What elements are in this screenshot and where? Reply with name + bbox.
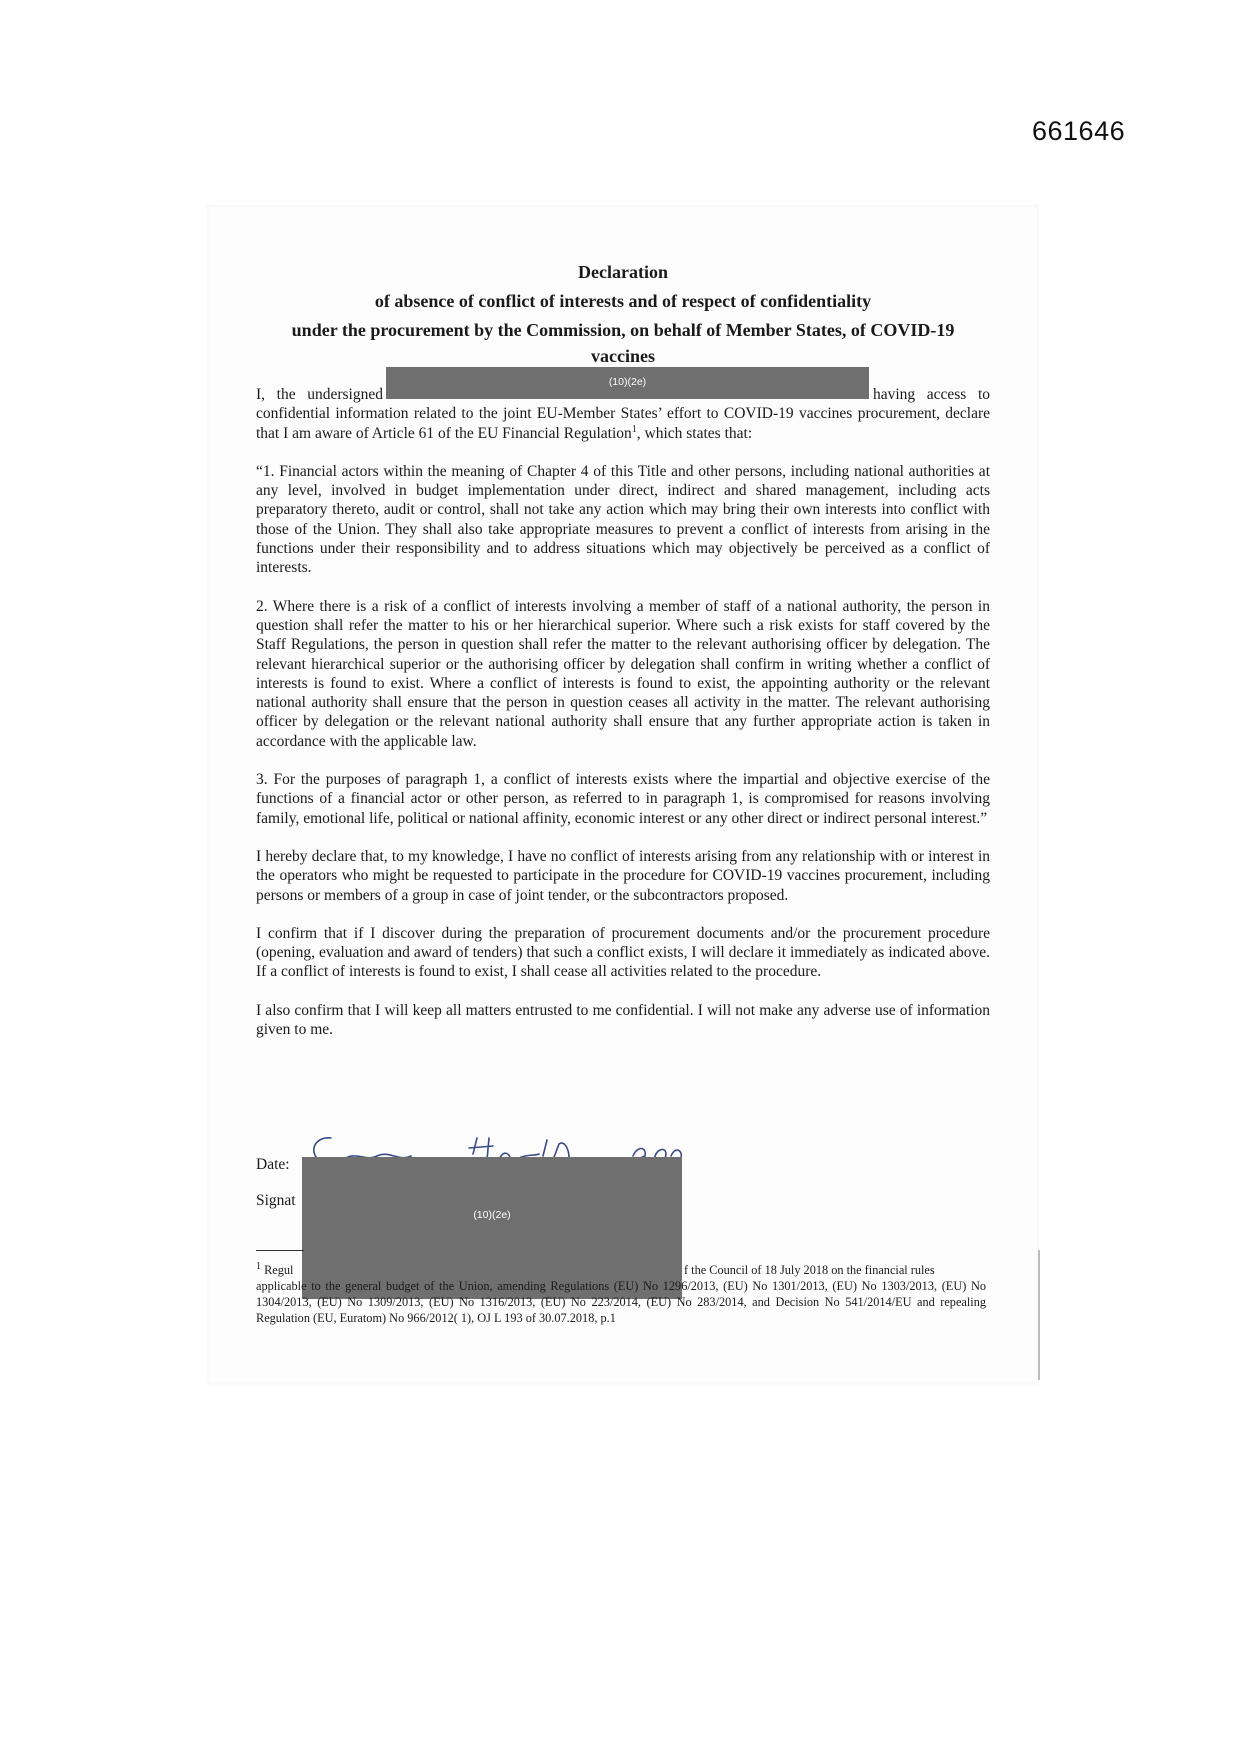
redaction-code: (10)(2e): [473, 1209, 511, 1221]
footnote-number: 1: [256, 1260, 261, 1272]
doc-subtitle-3: vaccines: [591, 346, 655, 366]
intro-tail: , which states that:: [636, 424, 753, 442]
footnote-separator: [256, 1250, 304, 1251]
doc-subtitle-1: of absence of conflict of interests and of respect of confidentiality: [374, 291, 872, 311]
title-block: [256, 258, 990, 367]
intro-end: having access to confidential information related to the joint EU-Member States’ effort to COVID-19 vaccines procurement, declare that I am aware of Article 61 of the EU Financial Regulation: [256, 386, 990, 442]
footnote-body: [256, 1278, 986, 1326]
document-number: 661646: [1032, 116, 1126, 146]
footnote-rest-text: applicable to the general budget of the Union, amending Regulations (EU) No 1296/2013, (EU) No 1301/2013, (EU) No 1303/2013, (EU) No 1304/2013, (EU) No 1309/2013, (EU) No 1316/2013, (EU) No 223/2014, (EU) No 283/2014, and Decision No 541/2014/EU and repealing Regulation (EU, Euratom) No 966/2012( 1), OJ L 193 of 30.07.2018, p.1: [256, 1279, 986, 1325]
confirmation-paragraph: I confirm that if I discover during the preparation of procurement documents and/or the procurement procedure (opening, evaluation and award of tenders) that such a conflict exists, I will declare it immediately as indicated above. If a conflict of interests is found to exist, I shall cease all activities related to the procedure.: [256, 924, 990, 981]
confidentiality-paragraph: I also confirm that I will keep all matters entrusted to me confidential. I will not make any adverse use of information given to me.: [256, 1001, 990, 1039]
article-paragraph-1: “1. Financial actors within the meaning of Chapter 4 of this Title and other persons, including national authorities at any level, involved in budget implementation under direct, indirect and shared management, including acts preparatory thereto, audit or control, shall not take any action which may bring their own interests into conflict with those of the Union. They shall also take appropriate measures to prevent a conflict of interests from arising in the functions under their responsibility and to address situations which may objectively be perceived as a conflict of interests.: [256, 462, 990, 577]
article-paragraph-3: 3. For the purposes of paragraph 1, a conflict of interests exists where the impartial and objective exercise of the functions of a financial actor or other person, as referred to in paragraph 1, is compromised for reasons involving family, emotional life, political or national affinity, economic interest or any other direct or indirect personal interest.”: [256, 771, 990, 827]
footnote-right-part: [684, 1262, 986, 1278]
intro-start: I, the undersigned: [256, 386, 383, 403]
declaration-paragraph: I hereby declare that, to my knowledge, I have no conflict of interests arising from any relationship with or interest in the operators who might be requested to participate in the procedure for COVID-19 vaccines procurement, including persons or members of a group in case of joint tender, or the subcontractors proposed.: [256, 847, 990, 904]
footnote-start: [256, 1262, 293, 1278]
date-label: Date:: [256, 1156, 290, 1173]
redaction-box-name: [386, 367, 869, 399]
footnote-right-text: f the Council of 18 July 2018 on the financial rules: [684, 1263, 935, 1277]
footnote-mark: 1: [631, 423, 637, 435]
redaction-code: (10)(2e): [608, 376, 647, 388]
scan-edge-line: [1038, 1250, 1040, 1380]
footnote-start-text: Regul: [264, 1263, 294, 1277]
doc-title: Declaration: [578, 262, 668, 282]
doc-subtitle-2: under the procurement by the Commission, on behalf of Member States, of COVID-19: [291, 320, 955, 340]
signature-label: Signat: [256, 1192, 296, 1209]
article-paragraph-2: 2. Where there is a risk of a conflict of interests involving a member of staff of a national authority, the person in question shall refer the matter to his or her hierarchical superior. Where such a risk exists for staff covered by the Staff Regulations, the person in question shall refer the matter to the relevant authorising officer by delegation. The relevant hierarchical superior or the authorising officer by delegation shall confirm in writing whether a conflict of interests is found to exist. Where a conflict of interests is found to exist, the appointing authority or the relevant national authority shall ensure that the person in question ceases all activity in the matter. The relevant authorising officer by delegation or the relevant national authority shall ensure that any further appropriate action is taken in accordance with the applicable law.: [256, 597, 990, 750]
